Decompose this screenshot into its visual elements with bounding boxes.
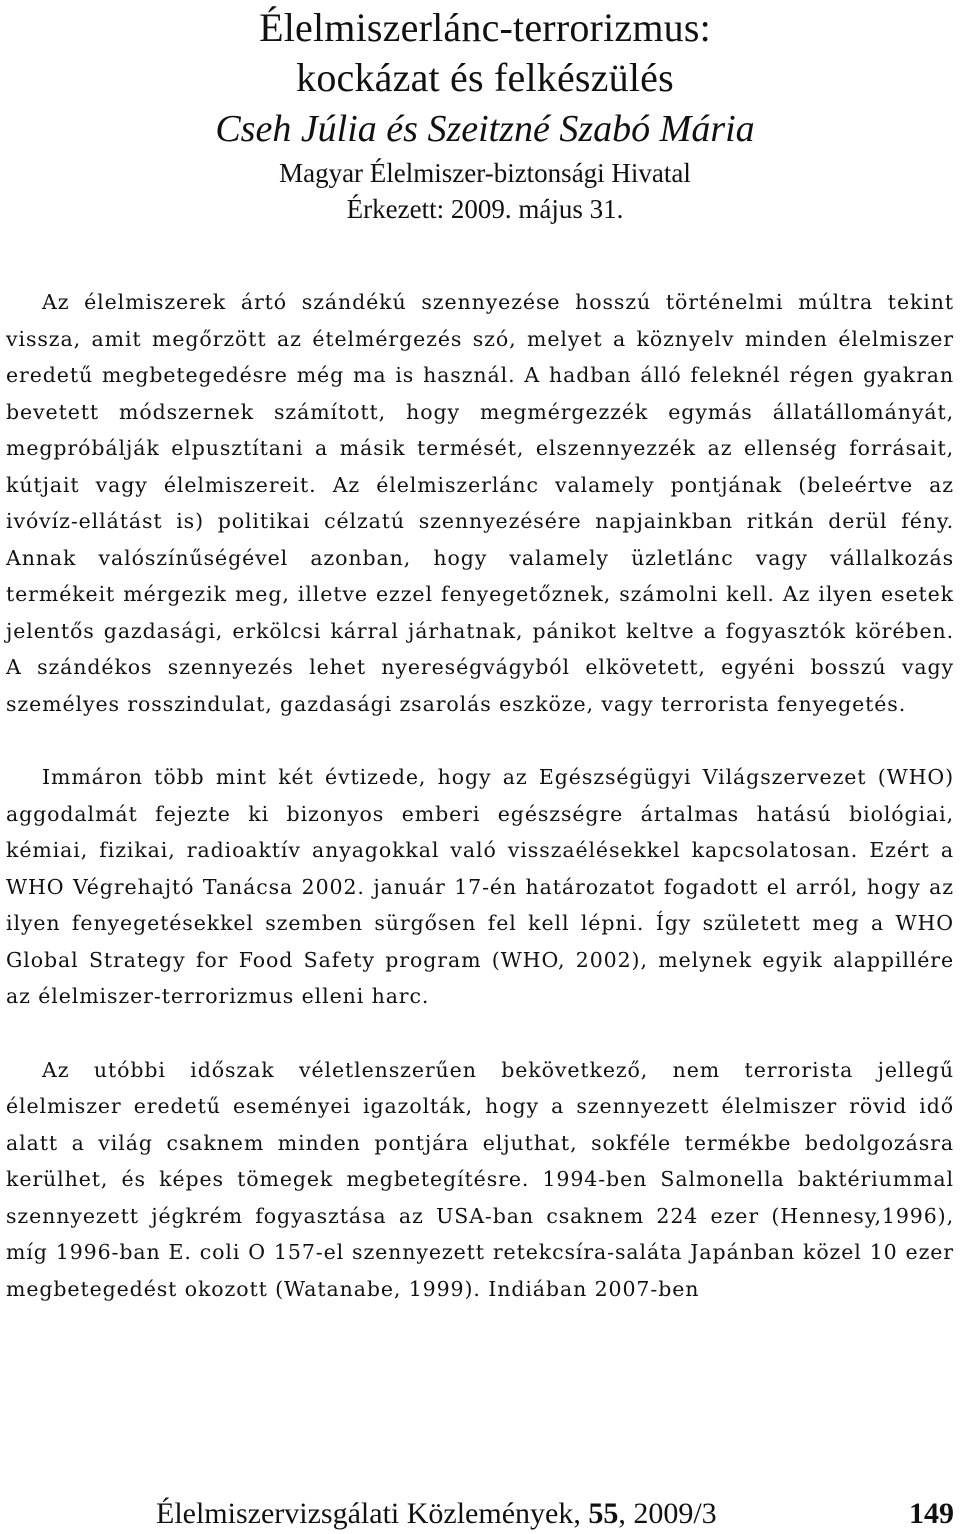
authors: Cseh Júlia és Szeitzné Szabó Mária (215, 108, 755, 150)
article-title (10, 0, 960, 103)
journal-volume: 55 (588, 1497, 619, 1530)
journal-citation (156, 1496, 717, 1532)
title-line-2: kockázat és felkészülés (296, 55, 674, 100)
received-date: Érkezett: 2009. május 31. (346, 194, 624, 224)
article-header (10, 0, 960, 227)
affiliation: Magyar Élelmiszer-biztonsági Hivatal (279, 158, 691, 188)
journal-issue: , 2009/3 (618, 1497, 717, 1530)
page-number: 149 (909, 1497, 954, 1530)
title-line-1: Élelmiszerlánc-terrorizmus: (259, 5, 711, 50)
journal-name: Élelmiszervizsgálati Közlemények, (156, 1497, 589, 1530)
paragraph-1: Az élelmiszerek ártó szándékú szennyezése hosszú történelmi múltra tekint vissza, amit megőrzött az ételmérgezés szó, melyet a köznyelv minden élelmiszer eredetű megbetegedésre még ma is használ. A hadban álló feleknél régen gyakran bevetett módszernek számított, hogy megmérgezzék egymás állatállományát, megpróbálják elpusztítani a másik termését, elszennyezzék az ellenség forrásait, kútjait vagy élelmiszereit. Az élelmiszerlánc valamely pontjának (beleértve az ivóvíz-ellátást is) politikai célzatú szennyezésére napjainkban ritkán derül fény. Annak valószínűségével azonban, hogy valamely üzletlánc vagy vállalkozás termékeit mérgezik meg, illetve ezzel fenyegetőznek, számolni kell. Az ilyen esetek jelentős gazdasági, erkölcsi kárral járhatnak, pánikot keltve a fogyasztók körében. A szándékos szennyezés lehet nyereségvágyból elkövetett, egyéni bosszú vagy személyes rosszindulat, gazdasági zsarolás eszköze, vagy terrorista fenyegetés. (6, 290, 954, 716)
page-footer (0, 1496, 954, 1534)
paragraph-2: Immáron több mint két évtizede, hogy az Egészségügyi Világszervezet (WHO) aggodalmát fejezte ki bizonyos emberi egészségre ártalmas hatású biológiai, kémiai, fizikai, radioaktív anyagokkal való visszaélésekkel kapcsolatosan. Ezért a WHO Végrehajtó Tanácsa 2002. január 17-én határozatot fogadott el arról, hogy az ilyen fenyegetésekkel szemben sürgősen fel kell lépni. Így született meg a WHO Global Strategy for Food Safety program (WHO, 2002), melynek egyik alappillére az élelmiszer-terrorizmus elleni harc. (6, 765, 954, 1008)
article-body (6, 284, 954, 1307)
paragraph-3: Az utóbbi időszak véletlenszerűen bekövetkező, nem terrorista jellegű élelmiszer eredetű eseményei igazolták, hogy a szennyezett élelmiszer rövid idő alatt a világ csaknem minden pontjára eljuthat, sokféle termékbe bedolgozásra kerülhet, és képes tömegek megbetegítésre. 1994-ben Salmonella baktériummal szennyezett jégkrém fogyasztása az USA-ban csaknem 224 ezer (Hennesy,1996), míg 1996-ban E. coli O 157-el szennyezett retekcsíra-saláta Japánban közel 10 ezer megbetegedést okozott (Watanabe, 1999). Indiában 2007-ben (6, 1057, 954, 1301)
